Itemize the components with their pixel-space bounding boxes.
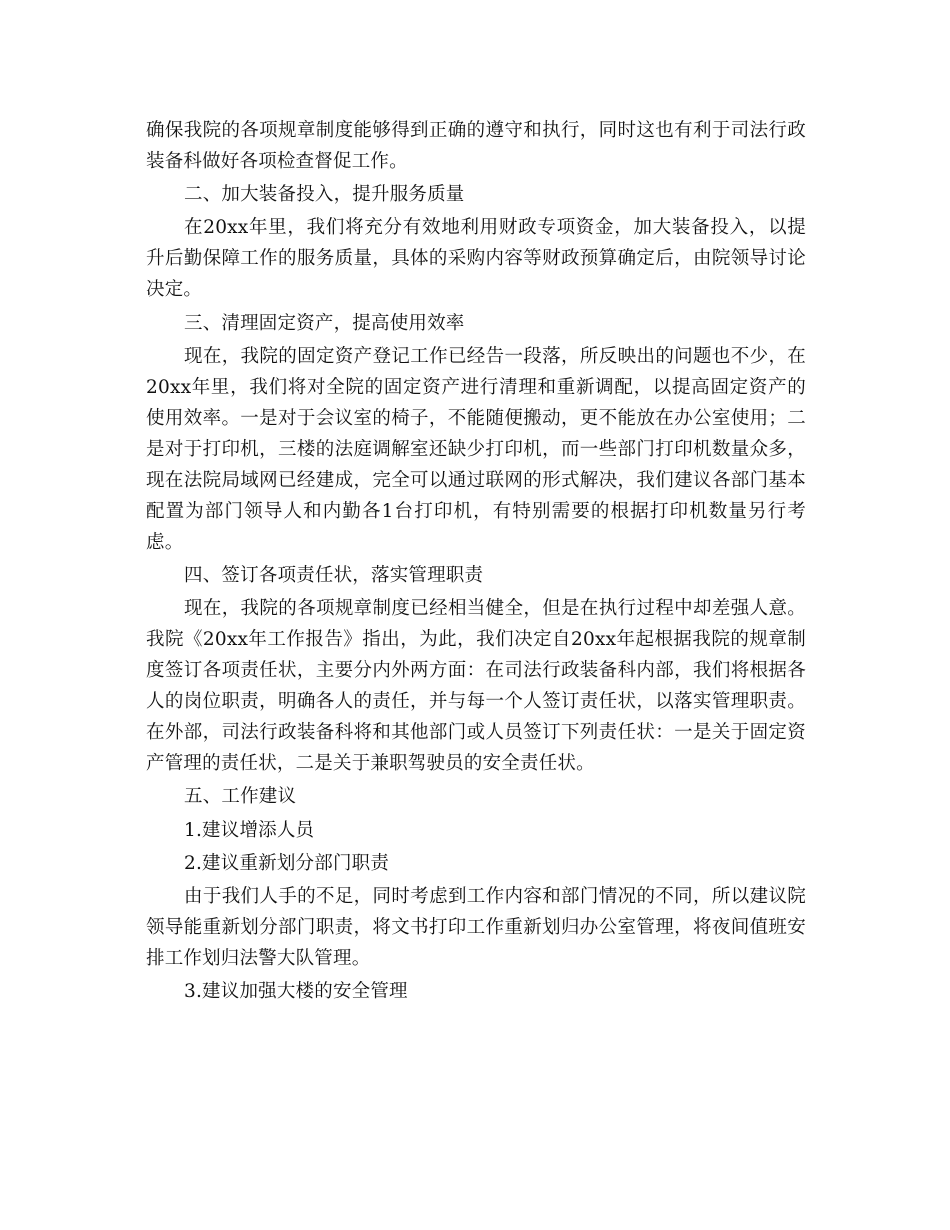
paragraph-responsibility: 现在，我院的各项规章制度已经相当健全，但是在执行过程中却差强人意。我院《20xx年工作报告》指出，为此，我们决定自20xx年起根据我院的规章制度签订各项责任状，主要分内外两方面：在司法行政装备科内部，我们将根据各人的岗位职责，明确各人的责任，并与每一个人签订责任状，以落实管理职责。在外部，司法行政装备科将和其他部门或人员签订下列责任状：一是关于固定资产管理的责任状，二是关于兼职驾驶员的安全责任状。 [146, 598, 806, 775]
paragraph-equipment-investment: 在20xx年里，我们将充分有效地利用财政专项资金，加大装备投入，以提升后勤保障工作的服务质量，具体的采购内容等财政预算确定后，由院领导讨论决定。 [146, 217, 806, 301]
document-body [146, 115, 806, 1009]
section-heading-2: 二、加大装备投入，提升服务质量 [184, 184, 465, 206]
suggestion-item-1: 1.建议增添人员 [184, 819, 315, 841]
suggestion-item-2: 2.建议重新划分部门职责 [184, 852, 390, 874]
paragraph-continuation: 确保我院的各项规章制度能够得到正确的遵守和执行，同时这也有利于司法行政装备科做好各项检查督促工作。 [146, 120, 806, 172]
section-heading-5: 五、工作建议 [184, 786, 297, 808]
section-heading-3: 三、清理固定资产，提高使用效率 [184, 312, 465, 334]
suggestion-item-3: 3.建议加强大楼的安全管理 [184, 981, 408, 1003]
paragraph-department-duties: 由于我们人手的不足，同时考虑到工作内容和部门情况的不同，所以建议院领导能重新划分部门职责，将文书打印工作重新划归办公室管理，将夜间值班安排工作划归法警大队管理。 [146, 885, 806, 969]
paragraph-fixed-assets: 现在，我院的固定资产登记工作已经告一段落，所反映出的问题也不少，在20xx年里，我们将对全院的固定资产进行清理和重新调配，以提高固定资产的使用效率。一是对于会议室的椅子，不能随便搬动，更不能放在办公室使用；二是对于打印机，三楼的法庭调解室还缺少打印机，而一些部门打印机数量众多，现在法院局域网已经建成，完全可以通过联网的形式解决，我们建议各部门基本配置为部门领导人和内勤各1台打印机，有特别需要的根据打印机数量另行考虑。 [146, 345, 806, 553]
section-heading-4: 四、签订各项责任状，落实管理职责 [184, 564, 484, 586]
